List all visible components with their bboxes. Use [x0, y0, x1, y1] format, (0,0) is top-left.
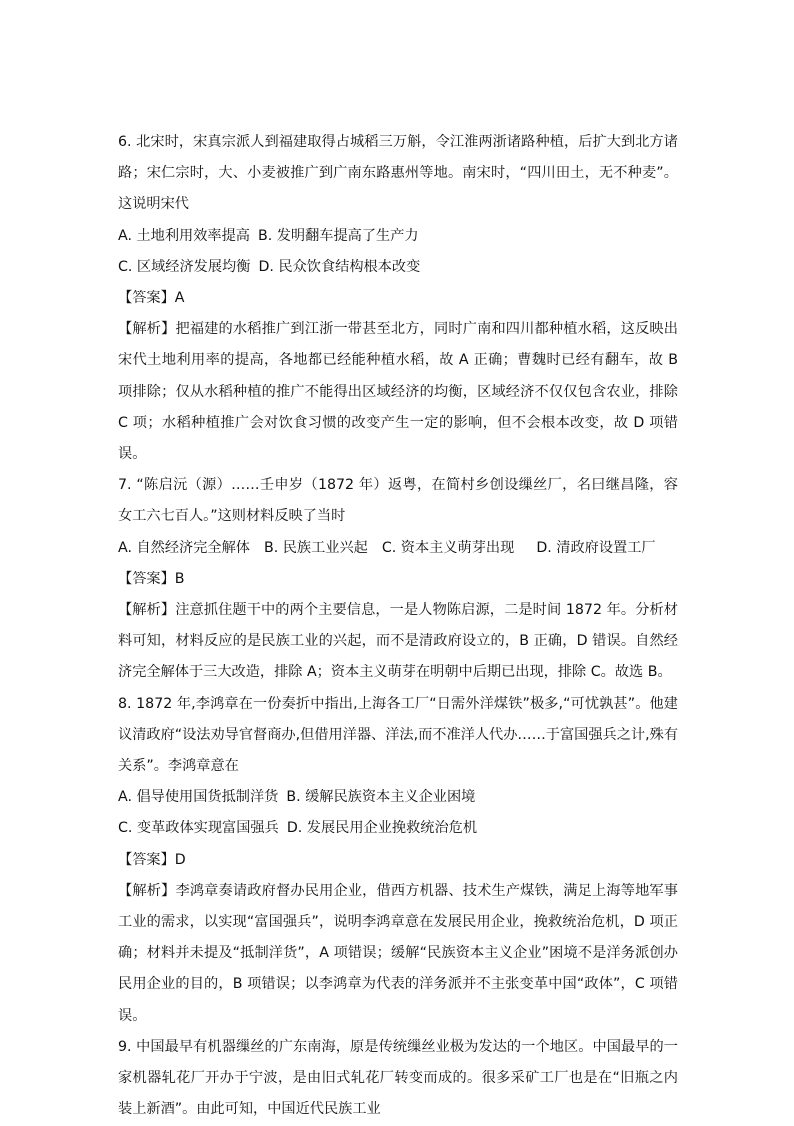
option-row: [118, 813, 678, 844]
question-stem: 7. “陈启沅（源）……壬申岁（1872 年）返粤，在简村乡创设缫丝厂，名曰继昌隆，容女工六七百人。”这则材料反映了当时: [118, 477, 678, 525]
answer: 【答案】A: [118, 290, 185, 307]
option-row: [118, 221, 678, 252]
option-b: B. 民族工业兴起: [263, 539, 368, 556]
answer: 【答案】B: [118, 570, 185, 587]
question-7: [118, 470, 678, 688]
question-6: [118, 127, 678, 470]
analysis: 【解析】李鸿章奏请政府督办民用企业，借西方机器、技术生产煤铁，满足上海等地军事工业的需求，以实现“富国强兵”，说明李鸿章意在发展民用企业，挽救统治危机，D 项正确；材料并未提及“抵制洋货”，A 项错误；缓解“民族资本主义企业”困境不是洋务派创办民用企业的目的，B 项错误；以李鸿章为代表的洋务派并不主张变革中国“政体”，C 项错误。: [118, 882, 678, 1024]
analysis: 【解析】把福建的水稻推广到江浙一带甚至北方，同时广南和四川都种植水稻，这反映出宋代土地利用率的提高，各地都已经能种植水稻，故 A 正确；曹魏时已经有翻车，故 B 项排除；仅从水稻种植的推广不能得出区域经济的均衡，区域经济不仅仅包含农业，排除 C 项；水稻种植推广会对饮食习惯的改变产生一定的影响，但不会根本改变，故 D 项错误。: [118, 321, 678, 463]
option-b: B. 缓解民族资本主义企业困境: [286, 789, 476, 806]
option-d: D. 发展民用企业挽救统治危机: [286, 820, 478, 837]
option-row: [118, 782, 678, 813]
option-d: D. 清政府设置工厂: [536, 539, 656, 556]
document-page: [118, 127, 678, 1126]
answer: 【答案】D: [118, 851, 186, 868]
option-a: A. 自然经济完全解体: [118, 539, 250, 556]
option-row: [118, 252, 678, 283]
option-c: C. 资本主义萌芽出现: [381, 539, 515, 556]
option-c: C. 变革政体实现富国强兵: [118, 820, 279, 837]
option-row: [118, 533, 678, 564]
option-b: B. 发明翻车提高了生产力: [257, 227, 419, 244]
option-a: A. 倡导使用国货抵制洋货: [118, 789, 279, 806]
analysis: 【解析】注意抓住题干中的两个主要信息，一是人物陈启源，二是时间 1872 年。分析材料可知，材料反应的是民族工业的兴起，而不是清政府设立的，B 正确，D 错误。自然经济完全解体于三大改造，排除 A；资本主义萌芽在明朝中后期已出现，排除 C。故选 B。: [118, 602, 678, 681]
question-8: [118, 689, 678, 1032]
question-stem: 6. 北宋时，宋真宗派人到福建取得占城稻三万斛，令江淮两浙诸路种植，后扩大到北方诸路；宋仁宗时，大、小麦被推广到广南东路惠州等地。南宋时，“四川田土，无不种麦”。这说明宋代: [118, 134, 678, 213]
option-a: A. 土地利用效率提高: [118, 227, 250, 244]
question-stem: 8. 1872 年,李鸿章在一份奏折中指出,上海各工厂“日需外洋煤铁”极多,“可忧孰甚”。他建议清政府“设法劝导官督商办,但借用洋器、洋法,而不准洋人代办……于富国强兵之计,殊有关系”。李鸿章意在: [118, 695, 679, 775]
question-9: [118, 1032, 678, 1126]
question-stem: 9. 中国最早有机器缫丝的广东南海，原是传统缫丝业极为发达的一个地区。中国最早的一家机器轧花厂开办于宁波，是由旧式轧花厂转变而成的。很多采矿工厂也是在“旧瓶之内装上新酒”。由此可知，中国近代民族工业: [118, 1038, 678, 1118]
option-d: D. 民众饮食结构根本改变: [258, 258, 421, 275]
option-c: C. 区域经济发展均衡: [118, 258, 251, 275]
